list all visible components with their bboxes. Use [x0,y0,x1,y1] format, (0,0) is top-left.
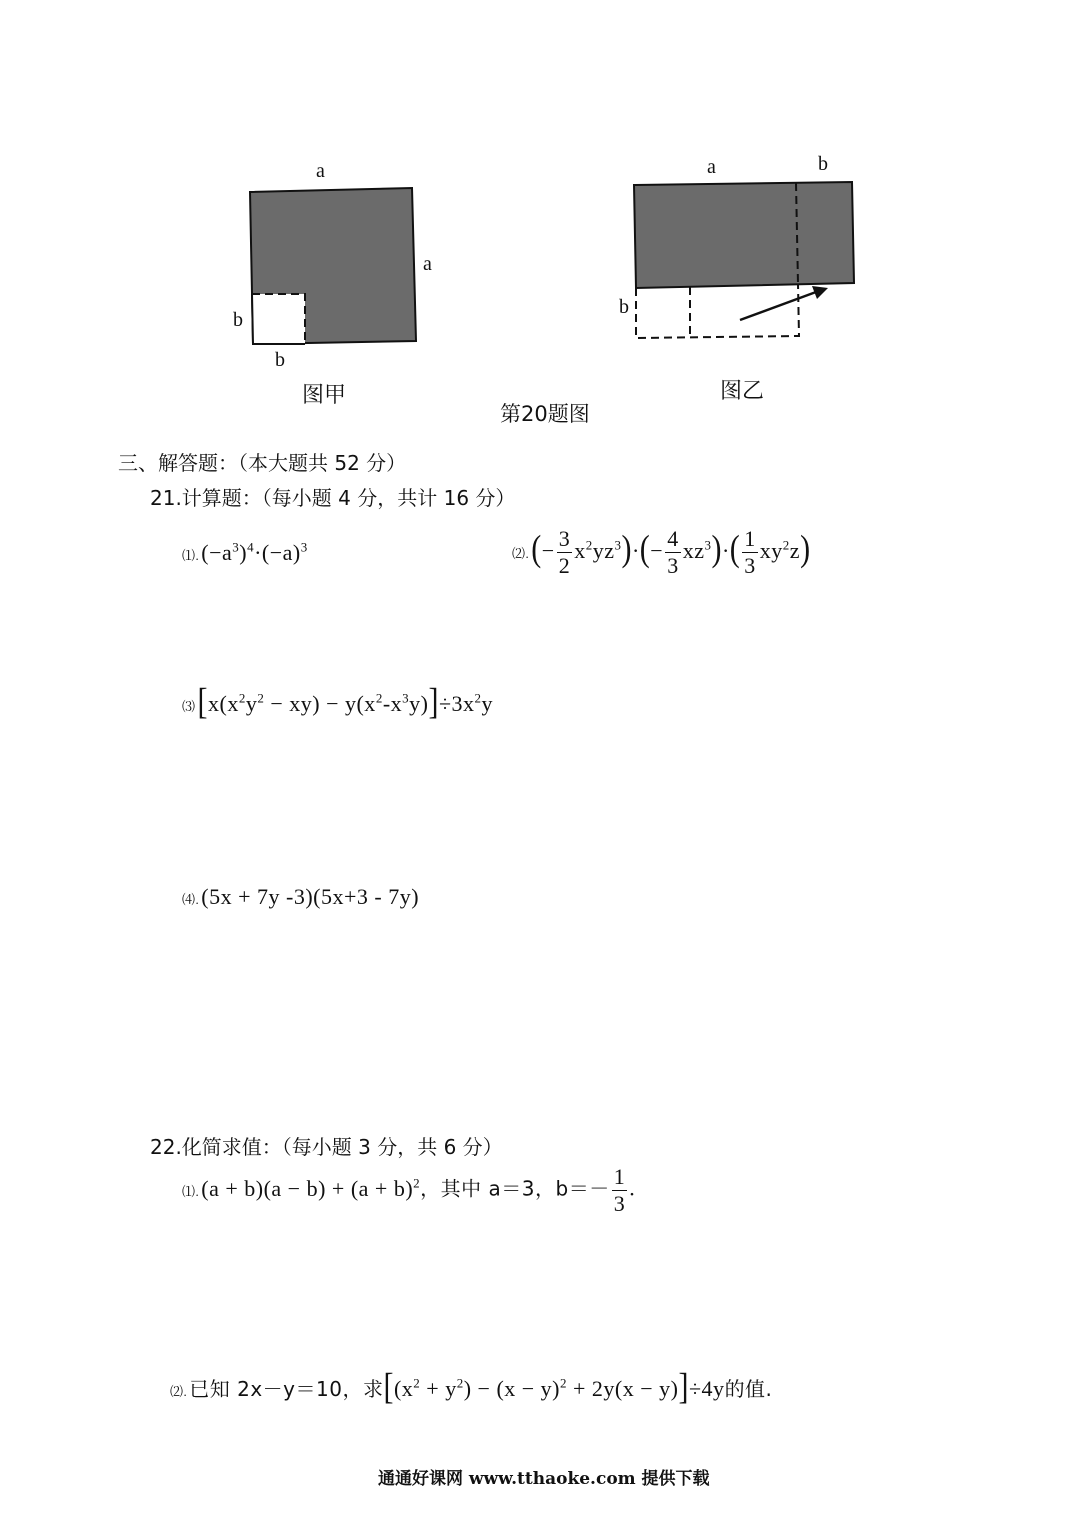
jia-small-left-label: b [233,309,243,331]
q21-part4 [182,884,419,910]
jia-top-label: a [316,160,325,182]
yi-top-label-b: b [818,153,828,175]
q22-p2-tail: 的值. [724,1377,773,1401]
moved-strip-dashed [636,284,799,338]
move-arrow-shaft [740,292,816,320]
q22-p2-number: ⑵. [170,1384,188,1399]
figure-caption: 第20题图 [500,402,590,426]
yi-left-label: b [619,296,629,318]
q22-p1-expr: $(a + b)(a - b) + (a + b)^2$ [201,1175,421,1201]
q21-p4-number: ⑷. [182,892,200,907]
jia-right-label: a [423,253,432,275]
q22-p1-condition: ，其中 a＝3，b＝－ [420,1176,610,1201]
q22-p1-fraction: $\frac{1}{3}$ [613,1164,626,1216]
q22-p1-number: ⑴. [182,1183,200,1199]
q22-part1: ⑴.(a + $b)(a - b) + (a + b)^2$，其中 a＝3，b＝－ $\frac{1}{3}$ . [182,1164,636,1216]
cutout-square [252,294,305,344]
q22-part2 [170,1365,773,1407]
q22-p2-expr: $[(x^2 + y^2) - (x - y)^2 + 2y(x - y)]\div 4y$ [383,1365,725,1407]
q21-p4-expr: (5x + 7y -3)(5x+3 - 7y) [201,884,420,909]
section-title: 三、解答题：（本大题共 52 分） [118,451,407,475]
q21-part2 [512,528,811,577]
q21-p2-expr: (− $\frac{3}{2}$ $x^2yz^3)\cdot(-$ $\frac{4}{3}$ $xz^3)\cdot$( $\frac{1}{3}$ $xy^2z$) [531,526,811,578]
q21-title: 21.计算题：（每小题 4 分，共计 16 分） [150,486,516,510]
footer-text: 通通好课网 www.tthaoke.com 提供下载 [378,1469,710,1489]
jia-small-bottom-label: b [275,349,285,371]
yi-top-label-a: a [707,156,716,178]
q21-part3 [182,680,494,722]
figure-yi [620,170,870,350]
q21-p1-expr: $(-a^3)^4\cdot(-a)^3$ [201,540,308,566]
q22-p2-given: 已知 2x－y＝10，求 [189,1377,384,1401]
jia-caption: 图甲 [302,383,347,408]
q21-part1 [182,540,308,566]
yi-caption: 图乙 [720,379,765,404]
q21-p3-number: ⑶ [182,699,196,714]
q21-p1-number: ⑴. [182,548,200,564]
q21-p2-number: ⑵. [512,545,530,561]
q21-p3-expr: $[x(x^2y^2 - xy) - y(x^2-x^3y)]\div 3x^2y$ [197,680,494,722]
shaded-rectangle [634,182,854,288]
q22-title: 22.化简求值：（每小题 3 分，共 6 分） [150,1135,503,1159]
